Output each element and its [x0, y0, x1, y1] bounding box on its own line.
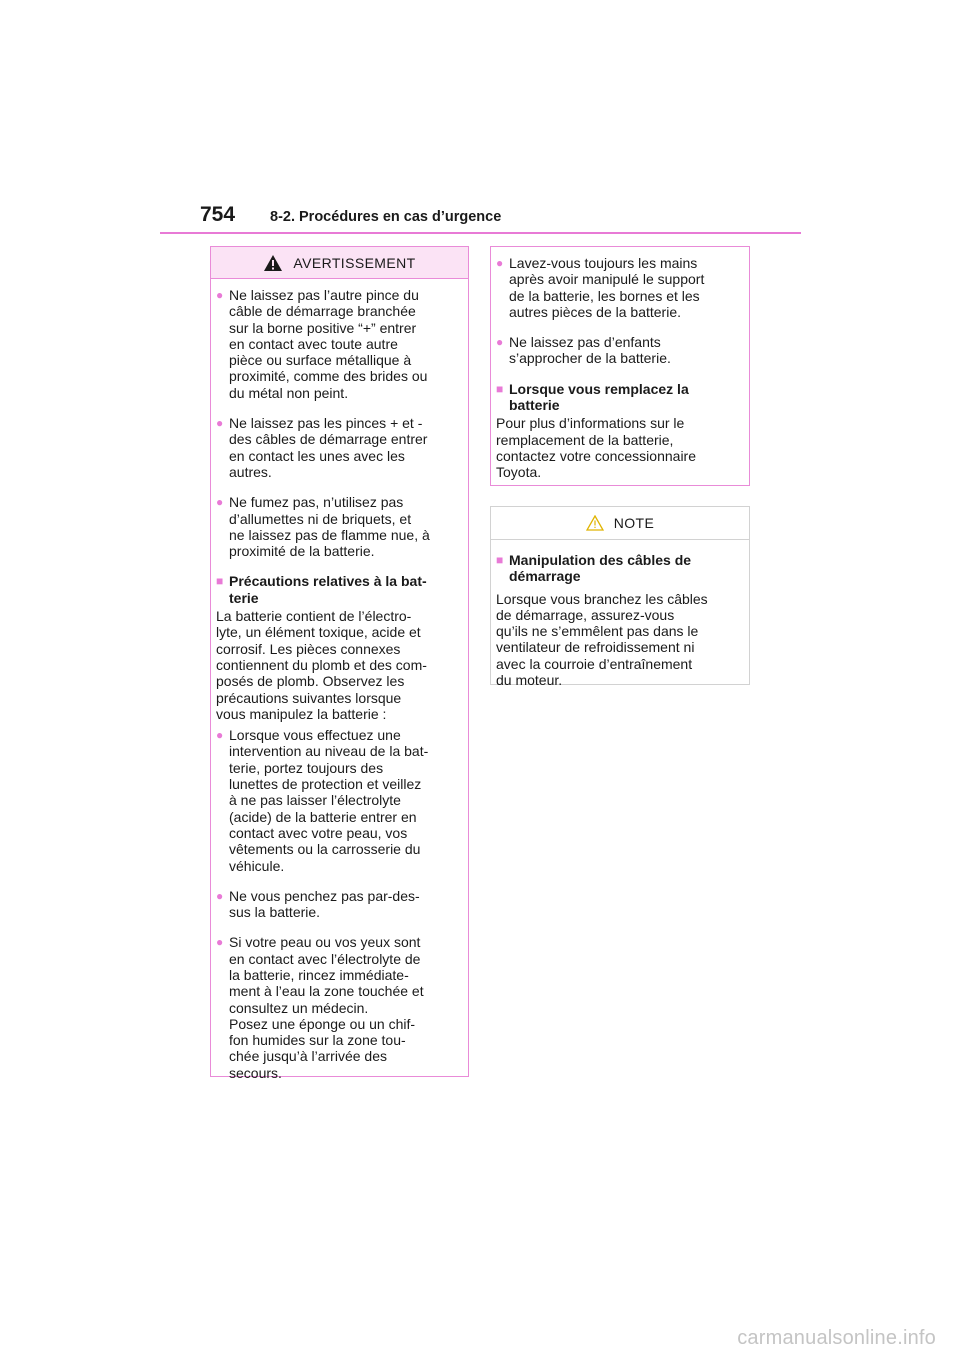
list-item: ● Ne laissez pas d’enfants s’approcher de la batterie. — [496, 334, 671, 367]
warning-triangle-icon — [263, 254, 283, 272]
note-box — [490, 506, 750, 689]
bullet-dot-icon: ● — [496, 335, 504, 350]
note-title: NOTE — [613, 515, 655, 531]
square-bullet-icon: ■ — [496, 381, 504, 396]
subheading: ■ Lorsque vous remplacez la batterie — [496, 380, 689, 414]
list-item: ● Si votre peau ou vos yeux sont en contact avec l’électrolyte de la batterie, rincez immédiate- ment à l’eau la zone touchée et consultez un médecin. Posez une éponge ou un chif- fon humides sur la zone tou- chée jusqu’à l’arrivée des secours. — [216, 934, 424, 1081]
page-number: 754 — [200, 203, 236, 226]
square-bullet-icon: ■ — [216, 574, 224, 589]
warning-title: AVERTISSEMENT — [293, 254, 416, 271]
paragraph: Pour plus d’informations sur le remplacement de la batterie, contactez votre concessionnaire Toyota. — [496, 415, 696, 481]
warning-box — [210, 246, 469, 1081]
bullet-dot-icon: ● — [496, 256, 504, 270]
warning-box-body — [211, 279, 468, 1081]
warning-box-header — [211, 247, 468, 279]
list-item: ● Ne laissez pas les pinces + et - des câbles de démarrage entrer en contact les unes avec les autres. — [216, 415, 428, 480]
header-divider — [160, 232, 801, 234]
list-item: ● Lorsque vous effectuez une intervention au niveau de la bat- terie, portez toujours des lunettes de protection et veillez à ne pas laisser l’électrolyte (acide) de la batterie entrer en contact avec votre peau, vos vêtements ou la carrosserie du véhicule. — [216, 727, 429, 874]
note-box-body — [491, 540, 749, 688]
watermark: carmanualsonline.info — [737, 1327, 936, 1349]
bullet-dot-icon: ● — [216, 416, 224, 431]
continuation-body — [491, 247, 749, 481]
subheading: ■ Manipulation des câbles de démarrage — [496, 552, 692, 585]
bullet-dot-icon: ● — [216, 728, 224, 743]
subheading: ■ Précautions relatives à la bat- terie — [216, 573, 427, 606]
note-box-header — [491, 507, 749, 540]
bullet-dot-icon: ● — [216, 495, 224, 510]
paragraph: Lorsque vous branchez les câbles de démarrage, assurez-vous qu’ils ne s’emmêlent pas dans le ventilateur de refroidissement ni avec la courroie d’entraînement du moteur. — [496, 590, 708, 689]
paragraph: La batterie contient de l’électro- lyte, un élément toxique, acide et corrosif. Les pièces connexes contiennent du plomb et des com- posés de plomb. Observez les précautions suivantes lorsque vous manipulez la batterie : — [216, 608, 427, 722]
caution-triangle-outline-icon — [586, 515, 604, 531]
list-item: ● Ne vous penchez pas par-des- sus la batterie. — [216, 887, 420, 921]
square-bullet-icon: ■ — [496, 553, 504, 567]
list-item: ● Ne fumez pas, n’utilisez pas d’allumettes ni de briquets, et ne laissez pas de flamme nue, à proximité de la batterie. — [216, 494, 430, 560]
bullet-dot-icon: ● — [216, 288, 224, 302]
bullet-dot-icon: ● — [216, 935, 224, 950]
list-item: ● Lavez-vous toujours les mains après avoir manipulé le support de la batterie, les bornes et les autres pièces de la batterie. — [496, 255, 705, 320]
warning-continuation-box — [490, 246, 750, 486]
section-title: 8-2. Procédures en cas d’urgence — [270, 209, 502, 225]
list-item: ● Ne laissez pas l’autre pince du câble de démarrage branchée sur la borne positive “+” entrer en contact avec toute autre pièce ou surface métallique à proximité, comme des brides ou du métal non peint. — [216, 287, 428, 401]
bullet-dot-icon: ● — [216, 888, 224, 903]
